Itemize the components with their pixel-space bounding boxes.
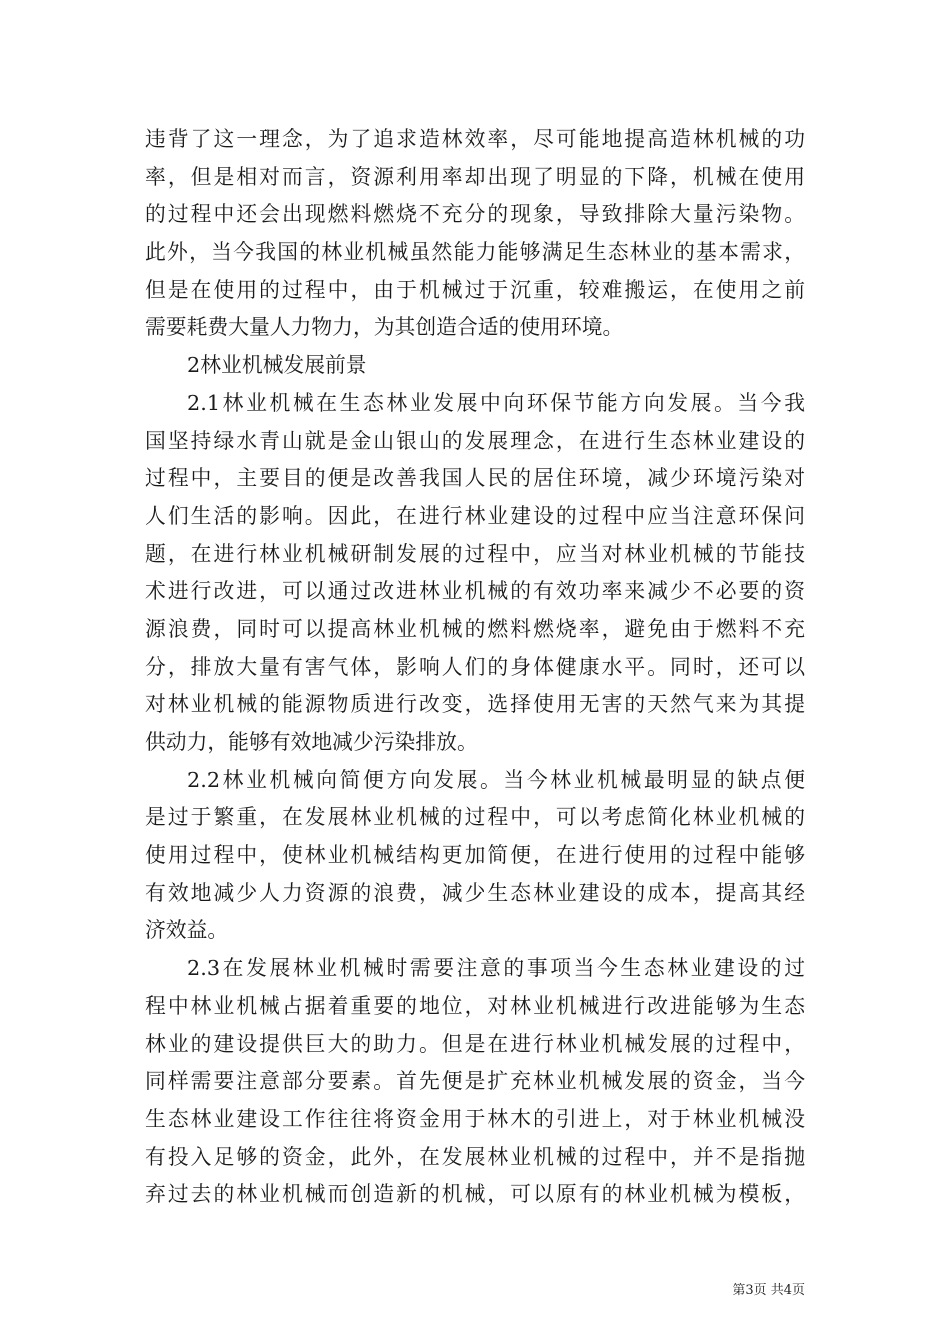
text-line: 对林业机械的能源物质进行改变，选择使用无害的天然气来为其提 (145, 692, 805, 717)
text-line: 有投入足够的资金，此外，在发展林业机械的过程中，并不是指抛 (145, 1144, 805, 1169)
text-line: 的过程中还会出现燃料燃烧不充分的现象，导致排除大量污染物。 (145, 202, 805, 227)
text-line: 但是在使用的过程中，由于机械过于沉重，较难搬运，在使用之前 (145, 277, 805, 302)
text-line: 过程中，主要目的便是改善我国人民的居住环境，减少环境污染对 (145, 466, 805, 491)
text-line: 程中林业机械占据着重要的地位，对林业机械进行改进能够为生态 (145, 993, 805, 1018)
text-line: 使用过程中，使林业机械结构更加简便，在进行使用的过程中能够 (145, 843, 805, 868)
text-line: 需要耗费大量人力物力，为其创造合适的使用环境。 (145, 315, 624, 340)
text-line: 供动力，能够有效地减少污染排放。 (145, 730, 478, 754)
text-line: 国坚持绿水青山就是金山银山的发展理念，在进行生态林业建设的 (145, 428, 805, 453)
text-line: 源浪费，同时可以提高林业机械的燃料燃烧率，避免由于燃料不充 (145, 616, 805, 641)
text-line: 同样需要注意部分要素。首先便是扩充林业机械发展的资金，当今 (145, 1069, 805, 1094)
text-line: 此外，当今我国的林业机械虽然能力能够满足生态林业的基本需求， (145, 240, 805, 265)
text-line: 分，排放大量有害气体，影响人们的身体健康水平。同时，还可以 (145, 654, 805, 679)
text-line: 违背了这一理念，为了追求造林效率，尽可能地提高造林机械的功 (145, 127, 805, 151)
text-line: 术进行改进，可以通过改进林业机械的有效功率来减少不必要的资 (145, 579, 805, 604)
page-number-footer: 第3页 共4页 (732, 1283, 805, 1298)
text-line: 题，在进行林业机械研制发展的过程中，应当对林业机械的节能技 (145, 541, 805, 566)
body-text (145, 121, 805, 1214)
text-line: 弃过去的林业机械而创造新的机械，可以原有的林业机械为模板， (145, 1182, 805, 1207)
text-line: 2.1林业机械在生态林业发展中向环保节能方向发展。当今我 (187, 390, 805, 415)
text-line: 济效益。 (145, 918, 229, 943)
text-line: 率，但是相对而言，资源利用率却出现了明显的下降，机械在使用 (145, 164, 805, 189)
text-line: 2林业机械发展前景 (187, 353, 367, 378)
text-line: 人们生活的影响。因此，在进行林业建设的过程中应当注意环保问 (145, 503, 805, 528)
text-line: 2.2林业机械向简便方向发展。当今林业机械最明显的缺点便 (187, 767, 805, 792)
text-line: 是过于繁重，在发展林业机械的过程中，可以考虑简化林业机械的 (145, 805, 805, 830)
text-line: 有效地减少人力资源的浪费，减少生态林业建设的成本，提高其经 (145, 880, 805, 905)
text-line: 2.3在发展林业机械时需要注意的事项当今生态林业建设的过 (187, 956, 805, 981)
text-line: 林业的建设提供巨大的助力。但是在进行林业机械发展的过程中， (145, 1031, 805, 1056)
text-line: 生态林业建设工作往往将资金用于林木的引进上，对于林业机械没 (145, 1106, 805, 1131)
